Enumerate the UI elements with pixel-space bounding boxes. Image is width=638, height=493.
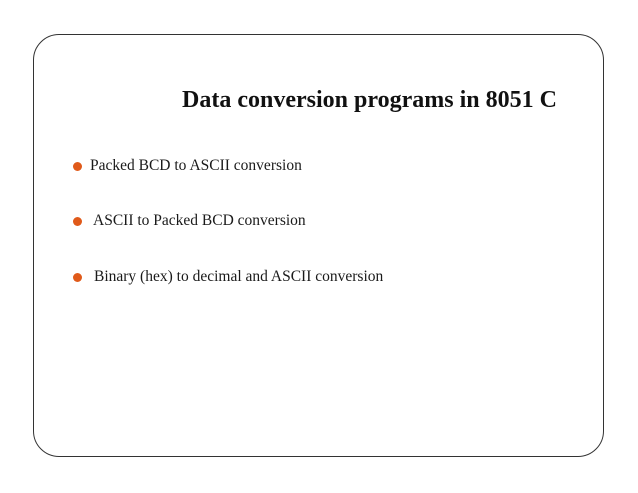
slide-frame <box>33 34 604 457</box>
slide-title: Data conversion programs in 8051 C <box>182 87 557 113</box>
bullet-dot-icon <box>73 273 82 282</box>
bullet-dot-icon <box>73 162 82 171</box>
bullet-item <box>73 210 306 232</box>
bullet-text: ASCII to Packed BCD conversion <box>93 212 306 229</box>
bullet-text: Binary (hex) to decimal and ASCII conversion <box>94 268 384 285</box>
bullet-dot-icon <box>73 217 82 226</box>
bullet-item <box>73 266 383 288</box>
bullet-list <box>34 35 603 456</box>
bullet-item <box>73 155 302 177</box>
bullet-text: Packed BCD to ASCII conversion <box>90 157 302 174</box>
